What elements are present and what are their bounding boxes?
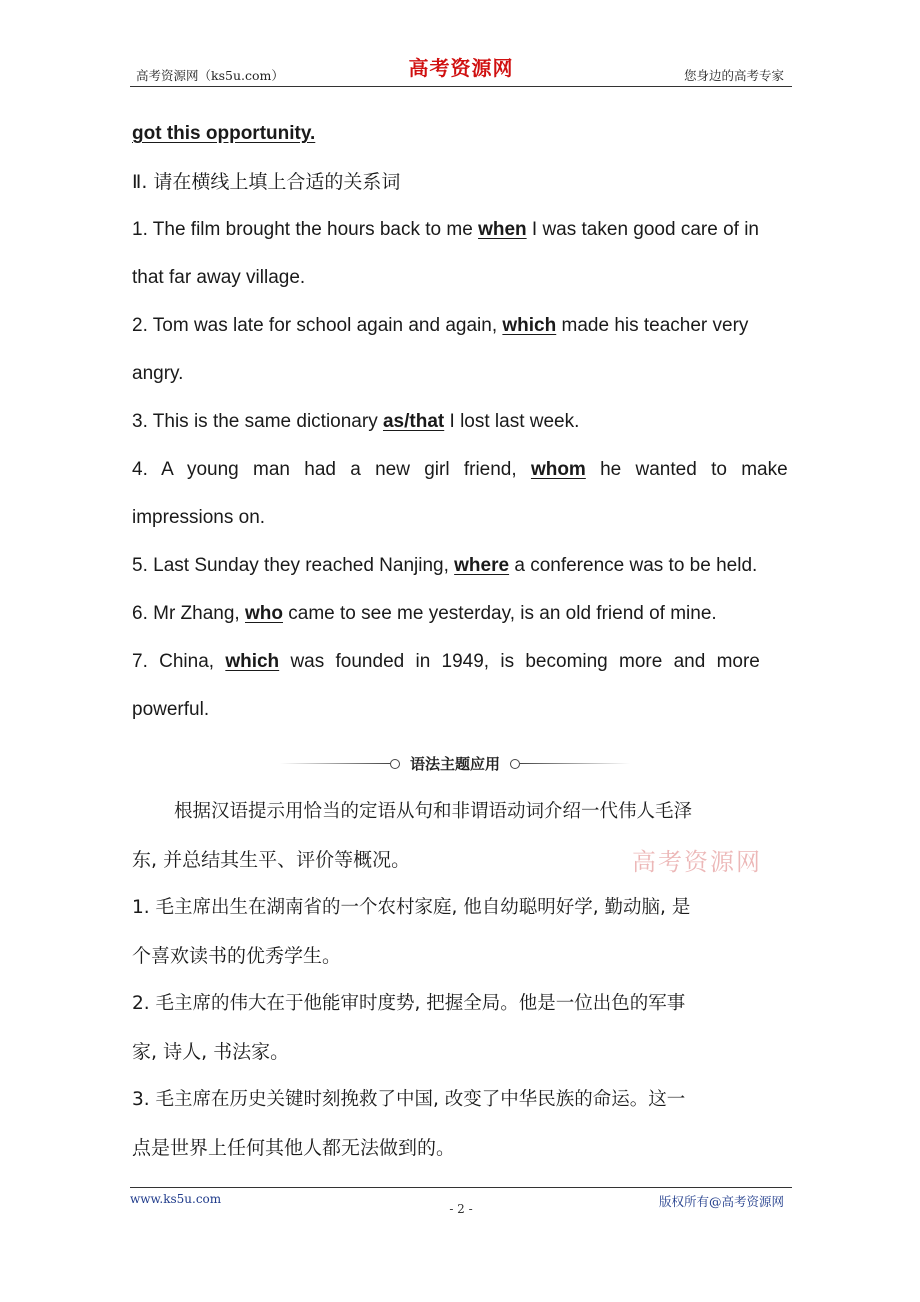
item-2-line-2: 家, 诗人, 书法家。 [132,1041,290,1063]
divider-rule-right [520,763,630,764]
section-heading: Ⅱ. 请在横线上填上合适的关系词 [132,171,401,193]
answer-3: as/that [382,411,445,432]
page-number: - 2 - [449,1202,473,1216]
footer-copyright: 版权所有@高考资源网 [658,1194,784,1209]
item-1-line-2: 个喜欢读书的优秀学生。 [132,945,342,967]
answer-1: when [478,219,527,240]
exercise-1: 1. The film brought the hours back to me when I was taken good care of in [132,219,759,240]
page-footer [130,1187,792,1228]
exercise-2-cont: angry. [132,363,184,384]
watermark: 高考资源网 [632,848,762,876]
header-slogan: 您身边的高考专家 [683,68,784,83]
divider-title: 语法主题应用 [409,755,500,773]
footer-website-link[interactable]: www.ks5u.com [130,1192,222,1206]
exercise-2: 2. Tom was late for school again and again, which made his teacher very [132,315,749,336]
item-3-line-2: 点是世界上任何其他人都无法做到的。 [132,1137,456,1159]
exercise-3: 3. This is the same dictionary as/that I lost last week. [132,411,580,432]
answer-7: which [225,651,280,672]
section-divider [280,752,630,776]
item-3-line-1: 3. 毛主席在历史关键时刻挽救了中国, 改变了中华民族的命运。这一 [132,1089,686,1110]
item-2-line-1: 2. 毛主席的伟大在于他能审时度势, 把握全局。他是一位出色的军事 [132,993,686,1014]
header-site-name: 高考资源网（ks5u.com） [136,68,284,83]
answer-2: which [502,315,557,336]
exercise-4-cont: impressions on. [132,507,266,528]
task-line-2: 东, 并总结其生平、评价等概况。 [132,849,411,871]
exercise-1-cont: that far away village. [132,267,306,288]
answer-6: who [245,603,283,624]
exercise-section [132,110,788,734]
task-line-1: 根据汉语提示用恰当的定语从句和非谓语动词介绍一代伟人毛泽 [174,801,693,822]
exercise-4: 4. A young man had a new girl friend, whom he wanted to make [132,459,788,480]
divider-dot-right [510,759,520,769]
answer-5: where [454,555,510,576]
page-header [130,52,792,87]
header-logo: 高考资源网 [408,56,514,80]
intro-line: got this opportunity. [132,123,316,144]
exercise-7: 7. China, which was founded in 1949, is becoming more and more [132,651,760,672]
exercise-6: 6. Mr Zhang, who came to see me yesterday, is an old friend of mine. [132,603,717,624]
answer-4: whom [530,459,586,480]
exercise-7-cont: powerful. [132,699,210,720]
exercise-5: 5. Last Sunday they reached Nanjing, where a conference was to be held. [132,555,758,576]
item-1-line-1: 1. 毛主席出生在湖南省的一个农村家庭, 他自幼聪明好学, 勤动脑, 是 [132,897,691,918]
